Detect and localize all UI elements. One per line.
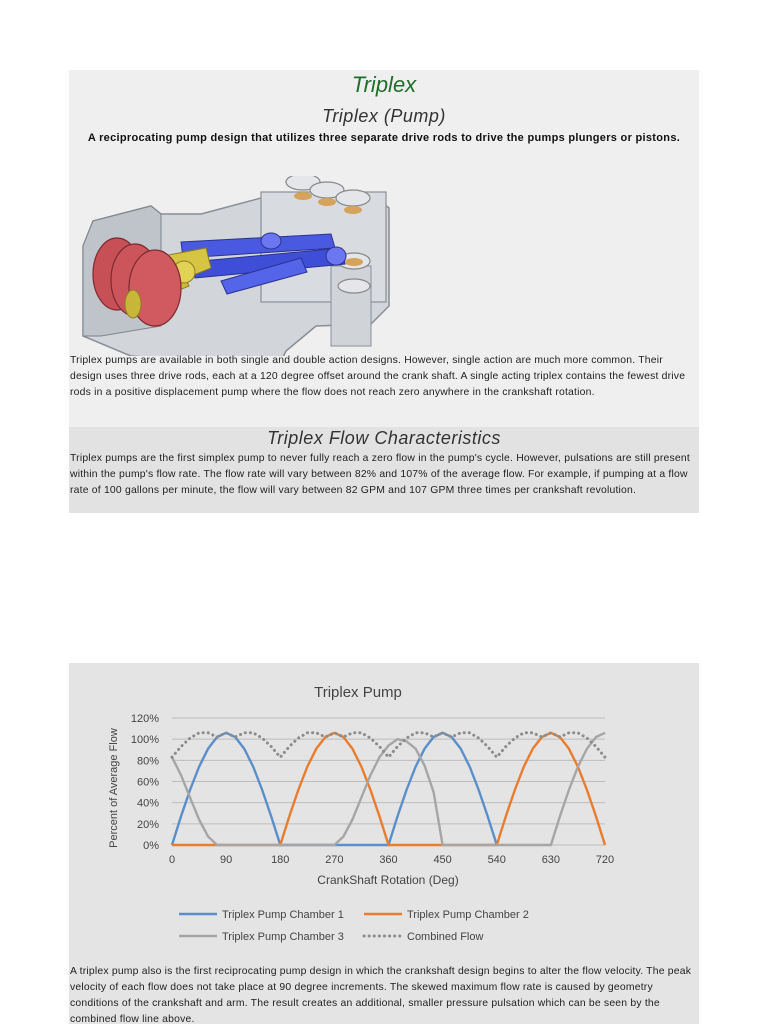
legend-label: Triplex Pump Chamber 3 (222, 931, 344, 943)
x-tick-label: 540 (487, 854, 506, 866)
y-tick-label: 120% (130, 713, 159, 725)
y-tick-label: 40% (136, 797, 159, 810)
y-tick-label: 20% (136, 818, 159, 831)
intro-section (69, 70, 699, 427)
x-tick-label: 630 (541, 854, 561, 866)
triplex-pump-chart (69, 663, 699, 955)
x-tick-label: 0 (168, 854, 176, 866)
triplex-pump-illustration (71, 176, 391, 356)
y-axis-label: Percent of Average Flow (108, 728, 120, 848)
legend-label: Triplex Pump Chamber 1 (222, 909, 344, 921)
flow-title: Triplex Flow Characteristics (267, 428, 501, 448)
flow-section (69, 427, 699, 513)
x-tick-label: 270 (325, 854, 344, 866)
flow-paragraph: Triplex pumps are the first simplex pump to never fully reach a zero flow in the pump's cycle. However, pulsations are still present within the pump's flow rate. The flow rate will vary between 82% and 107% of the average flow. For example, if pumping at a flow rate of 100 gallons per minute, the flow will vary between 82 GPM and 107 GPM three times per crankshaft revolution. (70, 453, 690, 496)
lead-text: A reciprocating pump design that utilizes three separate drive rods to drive the pumps plungers or pistons. (87, 132, 681, 144)
legend-label: Triplex Pump Chamber 2 (407, 909, 529, 921)
x-axis-label: CrankShaft Rotation (Deg) (317, 873, 459, 887)
y-tick-label: 0% (143, 840, 159, 852)
x-tick-label: 450 (433, 854, 452, 866)
x-tick-label: 180 (271, 854, 290, 866)
chart-title: Triplex Pump (314, 684, 402, 701)
x-tick-label: 360 (379, 854, 398, 866)
x-tick-label: 720 (595, 854, 615, 866)
series-line-2 (172, 733, 605, 845)
y-tick-label: 80% (136, 755, 159, 768)
y-tick-label: 60% (136, 776, 159, 789)
series-line-3 (172, 733, 605, 845)
page-title: Triplex (Pump) (322, 106, 446, 126)
series-line-1 (172, 733, 497, 845)
closing-paragraph: A triplex pump also is the first reciprocating pump design in which the crankshaft design begins to alter the flow velocity. The peak velocity of each flow does not take place at 90 degree increments. The skewed maximum flow rate is caused by geometry conditions of the crankshaft and arm. The result creates an additional, smaller pressure pulsation which can be seen by the combined flow line above. (70, 966, 692, 1025)
x-tick-label: 90 (220, 854, 233, 866)
intro-paragraph: Triplex pumps are available in both single and double action designs. However, single action are much more common. Their design uses three drive rods, each at a 120 degree offset around the crank shaft. A single acting triplex contains the fewest drive rods in a positive displacement pump where the flow does not reach zero anywhere in the crankshaft rotation. (70, 355, 686, 398)
y-tick-label: 100% (130, 734, 159, 747)
legend-label: Combined Flow (407, 931, 484, 943)
chart-section (69, 663, 699, 1024)
site-title: Triplex (351, 72, 417, 97)
